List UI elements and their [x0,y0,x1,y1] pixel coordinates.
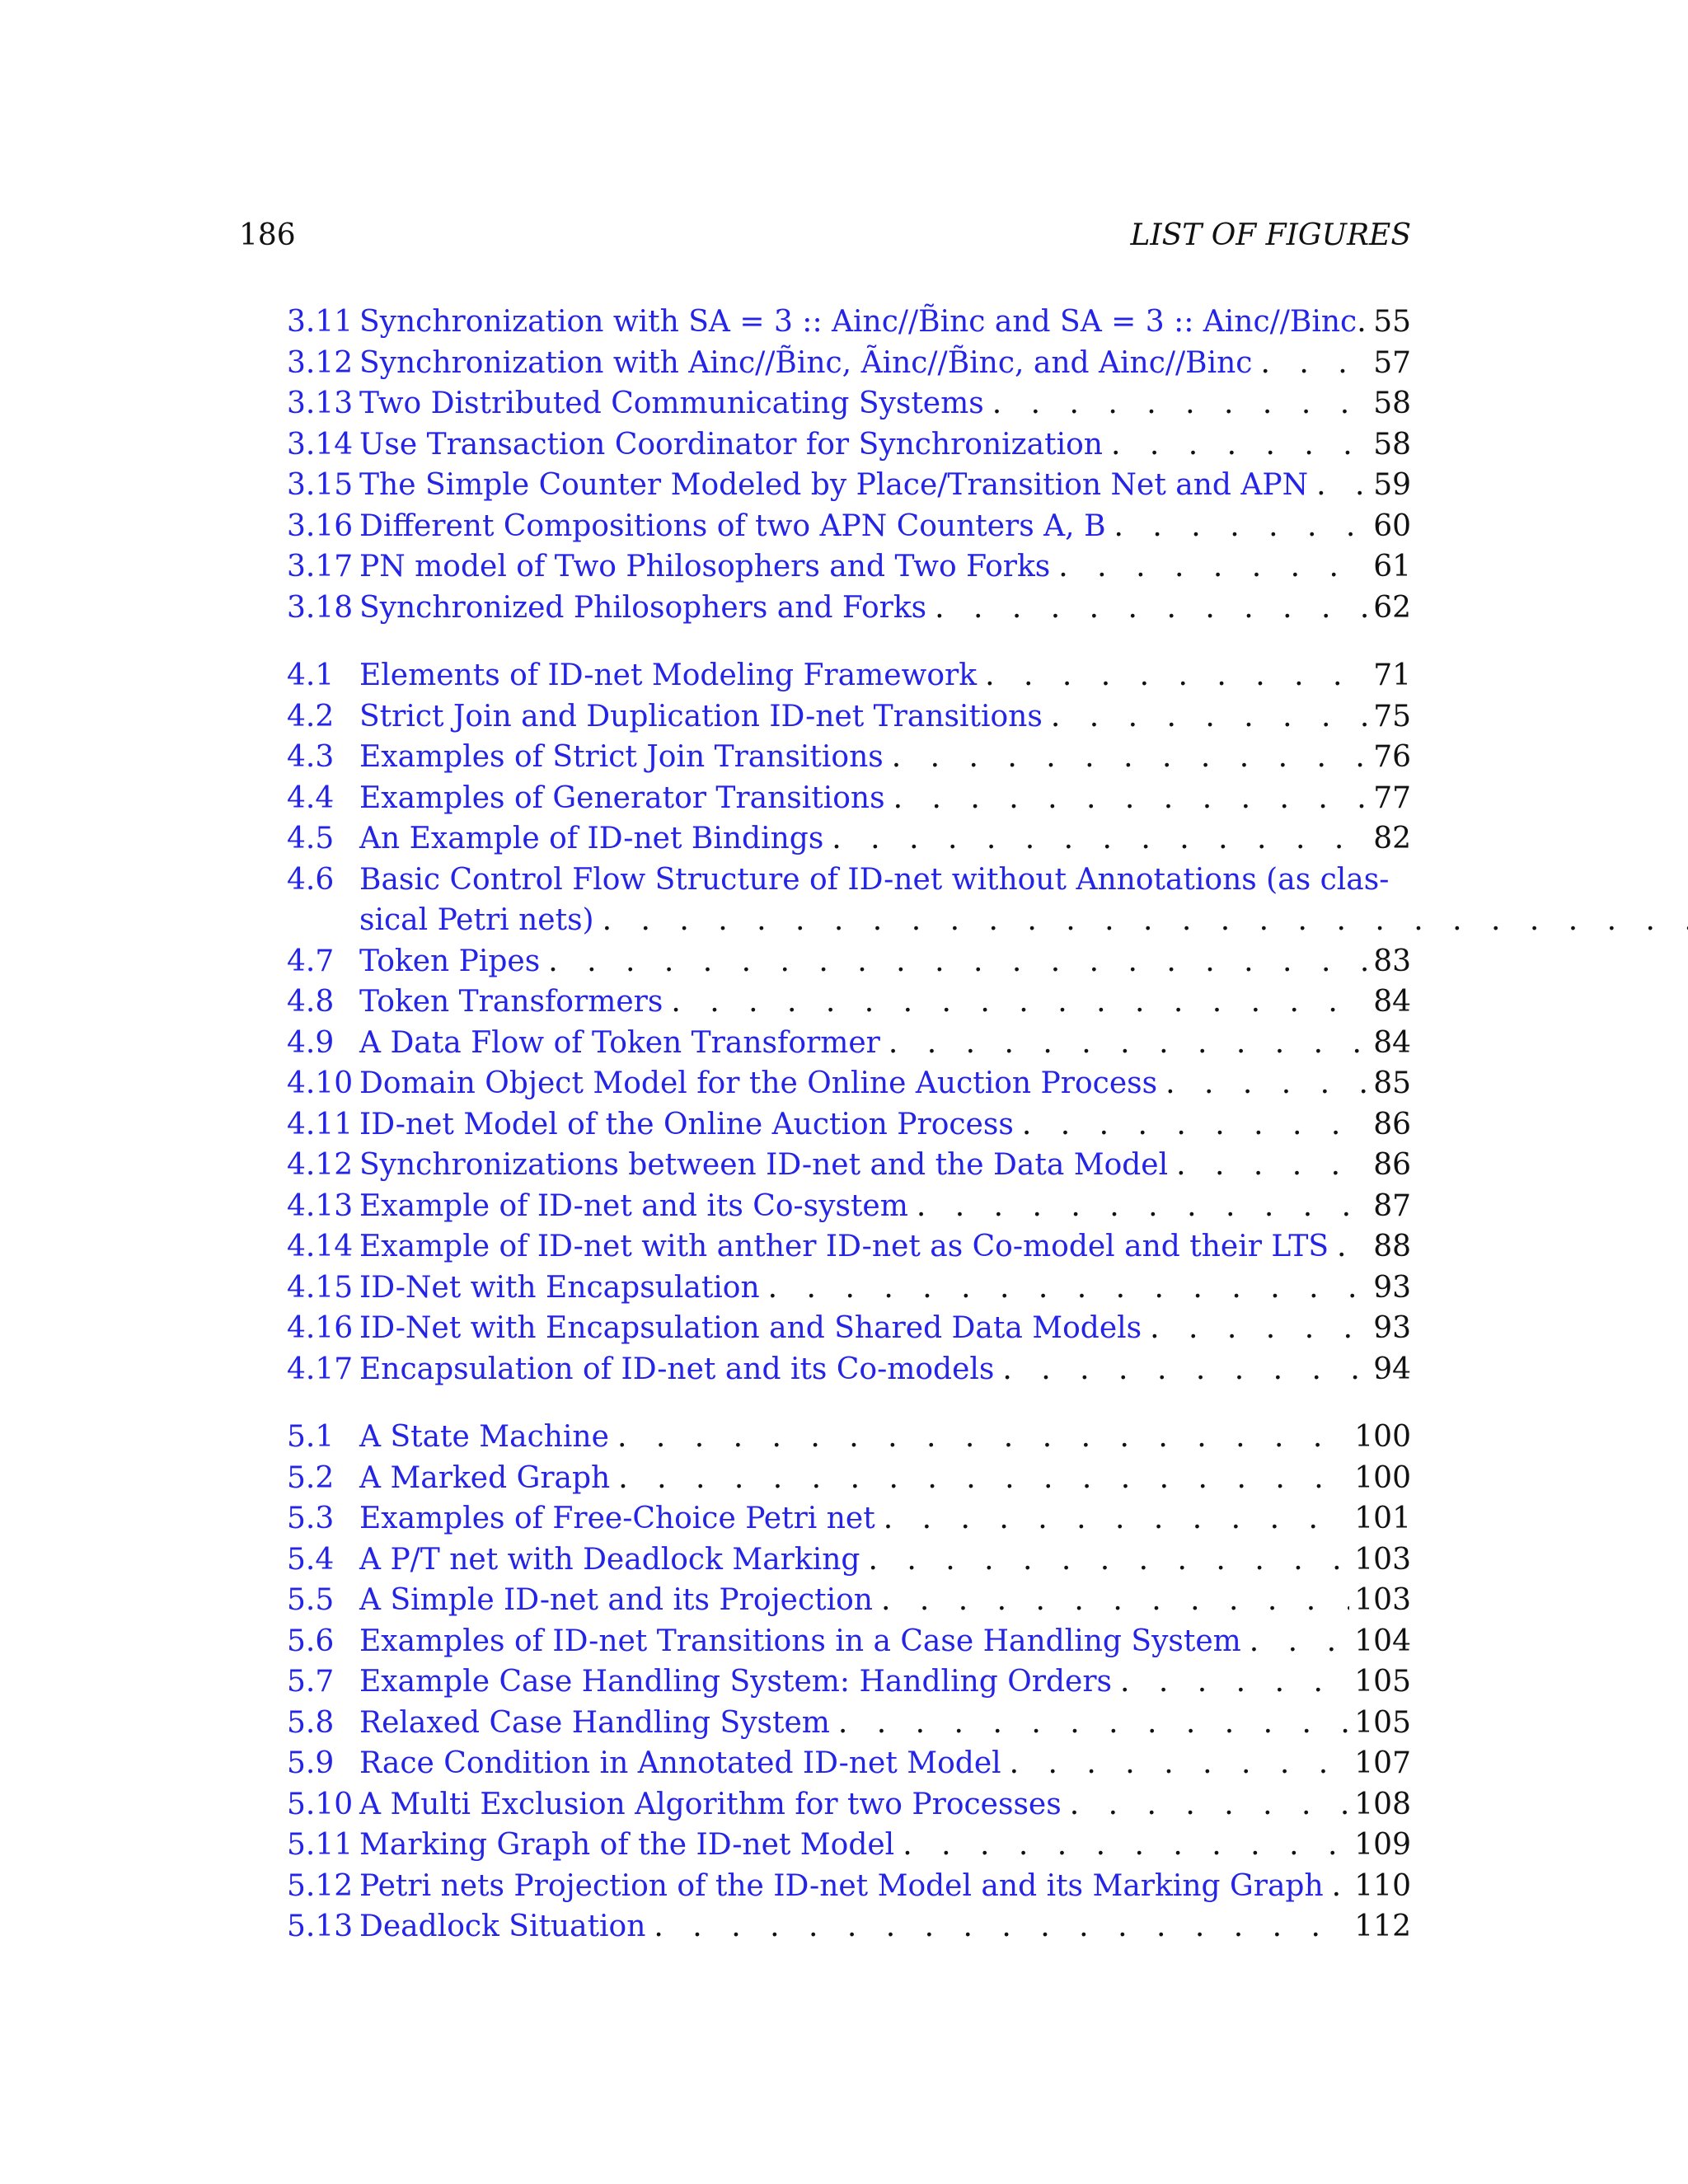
figure-entry-4-6[interactable] [287,860,1411,941]
dot-leader [908,1186,1368,1227]
figure-number[interactable]: 4.1 [287,658,335,692]
figure-group-chapter-3 [287,302,1411,628]
figure-title[interactable]: ID-net Model of the Online Auction Process [359,1107,1014,1141]
running-title: LIST OF FIGURES [1130,218,1411,252]
figure-entry-4-2[interactable] [287,696,1411,738]
figure-group-chapter-5 [287,1417,1411,1947]
figure-entry-5-4[interactable] [287,1540,1411,1581]
figure-page: 85 [1373,1066,1411,1100]
figure-entry-4-1[interactable] [287,655,1411,696]
figure-page: 88 [1373,1230,1411,1263]
dot-leader [1324,1866,1350,1907]
figure-entry-5-8[interactable] [287,1703,1411,1744]
figure-page: 93 [1373,1311,1411,1345]
figure-entry-5-7[interactable] [287,1661,1411,1703]
figure-entry-3-17[interactable] [287,546,1411,588]
figure-number[interactable]: 5.9 [287,1746,335,1780]
figure-page: 61 [1373,550,1411,583]
dot-leader [540,941,1368,982]
figure-entry-3-16[interactable] [287,506,1411,547]
figure-title[interactable]: Elements of ID-net Modeling Framework [359,658,978,692]
dot-leader [873,1580,1349,1621]
figure-number[interactable]: 5.3 [287,1502,335,1535]
figure-title[interactable]: Race Condition in Annotated ID-net Model [359,1746,1001,1780]
dot-leader [760,1268,1369,1309]
figure-entry-5-3[interactable] [287,1498,1411,1540]
figure-number[interactable]: 4.11 [287,1107,354,1141]
figure-page: 94 [1373,1352,1411,1386]
figure-number[interactable]: 4.8 [287,985,335,1019]
figure-entry-3-12[interactable] [287,343,1411,384]
figure-entry-4-9[interactable] [287,1023,1411,1064]
figure-title[interactable]: Synchronizations between ID-net and the Data Model [359,1148,1169,1182]
figure-title[interactable]: ID-Net with Encapsulation [359,1270,760,1305]
figure-title[interactable]: Different Compositions of two APN Counters A, B [359,509,1106,543]
figure-title[interactable]: Domain Object Model for the Online Auction Process [359,1066,1158,1100]
dot-leader [1241,1621,1349,1662]
figure-number[interactable]: 4.12 [287,1148,354,1182]
figure-entry-4-13[interactable] [287,1186,1411,1227]
page-number: 186 [239,218,296,252]
dot-leader [610,1458,1349,1499]
figure-page: 104 [1354,1624,1411,1658]
figure-title[interactable]: A Multi Exclusion Algorithm for two Processes [359,1787,1062,1821]
dot-leader [984,383,1368,424]
figure-title[interactable]: Examples of Free-Choice Petri net [359,1502,875,1535]
figure-number[interactable]: 3.12 [287,345,354,380]
figure-page: 75 [1373,699,1411,733]
figure-entry-5-5[interactable] [287,1580,1411,1621]
figure-page: 103 [1354,1542,1411,1577]
figure-page: 105 [1354,1705,1411,1740]
dot-leader [1329,1226,1368,1268]
figure-number[interactable]: 5.11 [287,1828,354,1862]
figure-number[interactable]: 4.9 [287,1025,335,1060]
figure-title[interactable]: Relaxed Case Handling System [359,1705,830,1740]
figure-entry-3-13[interactable] [287,383,1411,424]
dot-leader [1112,1661,1349,1703]
figure-page: 84 [1373,1025,1411,1060]
figure-title[interactable]: Synchronization with SA = 3 :: Ainc//B̃inc and SA = 3 :: Ainc//Binc [359,305,1357,339]
figure-title[interactable]: Example of ID-net and its Co-system [359,1188,908,1223]
figure-page: 103 [1354,1583,1411,1617]
figure-number[interactable]: 4.6 [287,862,335,897]
figure-number[interactable]: 5.4 [287,1542,335,1577]
figure-number[interactable]: 5.12 [287,1868,354,1903]
dot-leader [1014,1104,1368,1146]
figure-number[interactable]: 4.3 [287,740,335,774]
figure-title[interactable]: Strict Join and Duplication ID-net Transitions [359,699,1043,733]
dot-leader [645,1906,1349,1947]
dot-leader [880,1023,1368,1064]
figure-title[interactable]: A Data Flow of Token Transformer [359,1025,880,1060]
figure-title[interactable]: Examples of Strict Join Transitions [359,740,884,774]
figure-page: 58 [1373,387,1411,420]
group-spacer [287,628,1411,655]
dot-leader [609,1417,1349,1458]
dot-leader [977,655,1368,696]
dot-leader [884,737,1368,778]
figure-page: 58 [1373,427,1411,462]
figure-title[interactable]: PN model of Two Philosophers and Two Forks [359,550,1051,583]
figure-entry-4-4[interactable] [287,778,1411,819]
figure-title[interactable]: Synchronized Philosophers and Forks [359,590,927,625]
figure-entry-4-8[interactable] [287,982,1411,1023]
dot-leader [885,778,1369,819]
figure-entry-5-9[interactable] [287,1743,1411,1784]
figure-entry-4-15[interactable] [287,1268,1411,1309]
figure-number[interactable]: 3.18 [287,590,354,625]
figure-page: 59 [1373,468,1411,502]
figure-page: 100 [1354,1420,1411,1454]
figure-title[interactable]: An Example of ID-net Bindings [359,822,824,855]
figure-entry-5-12[interactable] [287,1866,1411,1907]
figure-page: 112 [1354,1910,1411,1943]
figure-entry-4-17[interactable] [287,1349,1411,1390]
figure-number[interactable]: 5.13 [287,1910,354,1943]
figure-title[interactable]: A State Machine [359,1420,609,1454]
figure-page: 109 [1354,1828,1411,1862]
figure-title[interactable]: A Simple ID-net and its Projection [359,1583,873,1617]
figure-title[interactable]: Encapsulation of ID-net and its Co-models [359,1352,995,1386]
dot-leader [894,1825,1349,1866]
dot-leader [1357,302,1368,343]
figure-title[interactable]: Examples of Generator Transitions [359,780,885,815]
figure-page: 101 [1354,1502,1411,1535]
dot-leader [1106,506,1369,547]
figure-number[interactable]: 3.17 [287,550,354,583]
figure-number[interactable]: 4.17 [287,1352,354,1386]
dot-leader [1157,1063,1368,1104]
figure-number[interactable]: 3.13 [287,387,354,420]
figure-page: 77 [1373,780,1411,815]
figure-title[interactable]: Synchronization with Ainc//B̃inc, Ãinc//B̃inc, and Ainc//Binc [359,345,1253,380]
figure-number[interactable]: 4.4 [287,780,335,815]
figure-number[interactable]: 5.2 [287,1460,335,1495]
figure-number[interactable]: 3.16 [287,509,354,543]
dot-leader [1001,1743,1350,1784]
figure-number[interactable]: 3.11 [287,305,354,339]
figure-entry-4-7[interactable] [287,941,1411,982]
dot-leader [1050,546,1368,588]
figure-title[interactable]: Two Distributed Communicating Systems [359,387,984,420]
figure-entry-4-5[interactable] [287,818,1411,860]
figure-number[interactable]: 5.7 [287,1665,335,1699]
figure-page: 105 [1354,1665,1411,1699]
figure-entry-3-11[interactable] [287,302,1411,343]
figure-title[interactable]: Marking Graph of the ID-net Model [359,1828,895,1862]
figure-title[interactable]: Use Transaction Coordinator for Synchronization [359,427,1103,462]
figure-number[interactable]: 5.5 [287,1583,335,1617]
dot-leader [1252,343,1368,384]
figure-title[interactable]: Examples of ID-net Transitions in a Case Handling System [359,1624,1241,1658]
figure-number[interactable]: 3.14 [287,427,354,462]
figure-entry-5-11[interactable] [287,1825,1411,1866]
figure-title-line-2[interactable]: sical Petri nets) [359,903,594,937]
list-of-figures [287,302,1411,1947]
figure-page: 84 [1373,985,1411,1019]
figure-number[interactable]: 4.10 [287,1066,354,1100]
figure-title[interactable]: Example of ID-net with anther ID-net as Co-model and their LTS [359,1230,1329,1263]
dot-leader [1043,696,1368,738]
dot-leader [1308,465,1368,506]
dot-leader [830,1703,1349,1744]
dot-leader [594,900,1688,941]
figure-title[interactable]: Deadlock Situation [359,1910,646,1943]
figure-page: 62 [1373,590,1411,625]
figure-number[interactable]: 5.6 [287,1624,335,1658]
dot-leader [875,1498,1350,1540]
figure-page: 93 [1373,1270,1411,1305]
figure-number[interactable]: 4.7 [287,944,335,978]
figure-page: 87 [1373,1188,1411,1223]
group-spacer [287,1390,1411,1417]
figure-number[interactable]: 4.13 [287,1188,354,1223]
figure-title-line-1[interactable]: Basic Control Flow Structure of ID-net without Annotations (as clas- [359,862,1390,897]
figure-title[interactable]: Token Pipes [359,944,541,978]
figure-page: 100 [1354,1460,1411,1495]
figure-page: 82 [1373,822,1411,855]
figure-entry-5-10[interactable] [287,1784,1411,1825]
figure-number[interactable]: 4.15 [287,1270,354,1305]
figure-title[interactable]: Example Case Handling System: Handling Orders [359,1665,1113,1699]
figure-number[interactable]: 4.16 [287,1311,354,1345]
figure-number[interactable]: 4.14 [287,1230,354,1263]
figure-number[interactable]: 4.5 [287,822,335,855]
figure-entry-4-3[interactable] [287,737,1411,778]
figure-page: 86 [1373,1148,1411,1182]
figure-page: 57 [1373,345,1411,380]
figure-page: 76 [1373,740,1411,774]
dot-leader [1062,1784,1350,1825]
figure-number[interactable]: 5.1 [287,1420,335,1454]
figure-group-chapter-4 [287,655,1411,1390]
dot-leader [860,1540,1349,1581]
figure-number[interactable]: 5.10 [287,1787,354,1821]
figure-page: 86 [1373,1107,1411,1141]
dot-leader [823,818,1368,860]
figure-entry-5-2[interactable] [287,1458,1411,1499]
figure-entry-4-12[interactable] [287,1145,1411,1186]
dot-leader [1168,1145,1368,1186]
figure-page: 107 [1354,1746,1411,1780]
figure-number[interactable]: 3.15 [287,468,354,502]
figure-entry-4-10[interactable] [287,1063,1411,1104]
figure-title[interactable]: A Marked Graph [359,1460,611,1495]
figure-page: 71 [1373,658,1411,692]
figure-entry-5-1[interactable] [287,1417,1411,1458]
figure-title[interactable]: A P/T net with Deadlock Marking [359,1542,860,1577]
figure-page: 110 [1354,1868,1411,1903]
figure-page: 83 [1373,944,1411,978]
dot-leader [926,588,1368,629]
dot-leader [1142,1308,1368,1349]
figure-title[interactable]: The Simple Counter Modeled by Place/Transition Net and APN [359,468,1309,502]
figure-title[interactable]: Token Transformers [359,985,663,1019]
dot-leader [994,1349,1368,1390]
figure-page: 108 [1354,1787,1411,1821]
figure-page: 55 [1373,305,1411,339]
dot-leader [663,982,1368,1023]
figure-entry-4-14[interactable] [287,1226,1411,1268]
figure-entry-4-11[interactable] [287,1104,1411,1146]
figure-entry-3-18[interactable] [287,588,1411,629]
figure-number[interactable]: 5.8 [287,1705,335,1740]
figure-number[interactable]: 4.2 [287,699,335,733]
figure-title[interactable]: ID-Net with Encapsulation and Shared Data Models [359,1311,1142,1345]
figure-entry-3-14[interactable] [287,424,1411,466]
figure-entry-5-13[interactable] [287,1906,1411,1947]
figure-page: 60 [1373,509,1411,543]
figure-entry-4-16[interactable] [287,1308,1411,1349]
dot-leader [1103,424,1368,466]
figure-title[interactable]: Petri nets Projection of the ID-net Model and its Marking Graph [359,1868,1324,1903]
figure-entry-3-15[interactable] [287,465,1411,506]
figure-entry-5-6[interactable] [287,1621,1411,1662]
